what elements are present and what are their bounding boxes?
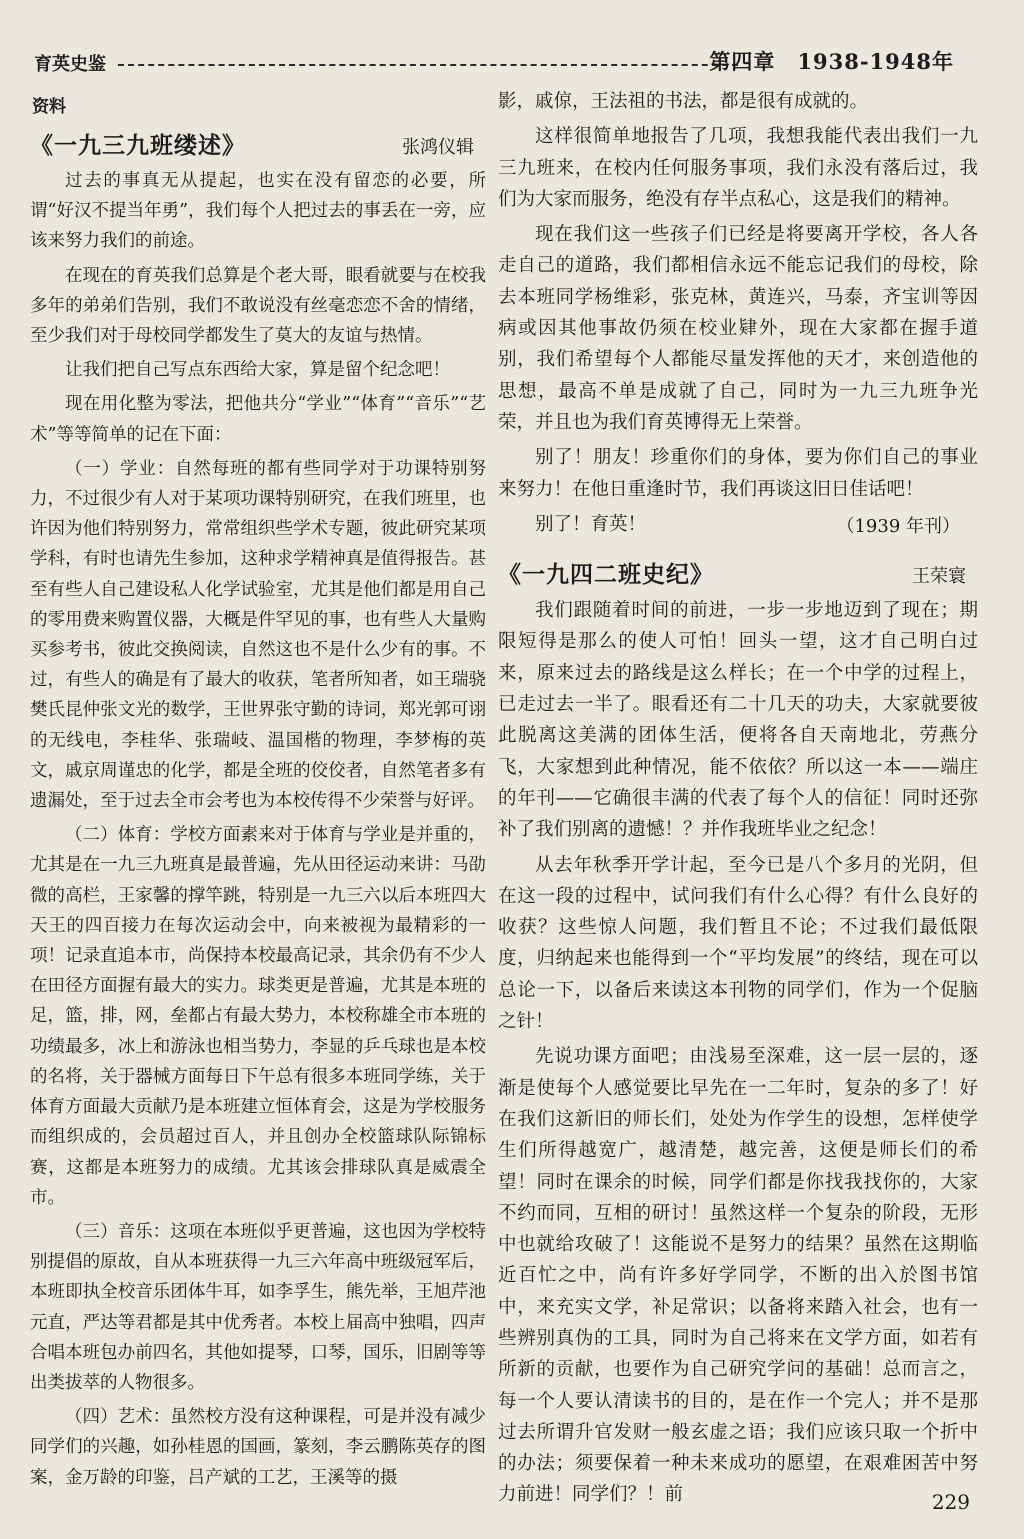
paragraph: （三）音乐：这项在本班似乎更普遍，这也因为学校特别提倡的原故，自从本班获得一九三六年高中班级冠军后，本班即执全校音乐团体牛耳，如李孚生，熊先举，王旭芹池元直，严达等君都是其中优秀者。本校上届高中独唱，四声合唱本班包办前四名，其他如提琴，口琴，国乐，旧剧等等出类拔萃的人物很多。: [30, 1221, 486, 1393]
paragraph: 这样很简单地报告了几项，我想我能代表出我们一九三九班来，在校内任何服务事项，我们永没有落后过，我们为大家而服务，绝没有存半点私心，这是我们的精神。: [498, 126, 978, 210]
article-title-1939: 《一九三九班缕述》: [30, 132, 246, 159]
paragraph: （四）艺术：虽然校方没有这种课程，可是并没有减少同学们的兴趣，如孙桂恩的国画，篆刻，李云鹏陈英存的图案，金万龄的印鉴，吕产斌的工艺，王溪等的摄: [30, 1407, 486, 1488]
paragraph: （一）学业：自然每班的都有些同学对于功课特别努力，不过很少有人对于某项功课特别研究，在我们班里，也许因为他们特别努力，常常组织些学术专题，彼此研究某项学科，有时也请先生参加，这种求学精神真是值得报告。甚至有些人自己建设私人化学试验室，尤其是他们都是用自己的零用费来购置仪器，大概是件罕见的事，也有些人大量购买参考书，彼此交换阅读，自然这也不是什么少有的事。不过，有些人的确是有了最大的收获，笔者所知者，如王瑞骁樊氏昆仲张文光的数学，王世界张守勤的诗词，郑光郭可诩的无线电，李桂华、张瑞岐、温国楷的物理，李梦梅的英文，戚京周谨忠的化学，都是全班的佼佼者，自然笔者多有遗漏处，至于过去全市会考也为本校传得不少荣誉与好评。: [30, 458, 486, 812]
article-title-1942: 《一九四二班史纪》: [498, 561, 714, 589]
paragraph: 我们跟随着时间的前进，一步一步地迈到了现在；期限短得是那么的使人可怕！回头一望，这才自己明白过来，原来过去的路线是这么样长；在一个中学的过程上，已走过去一半了。眼看还有二十几天的功夫，大家就要彼此脱离这美满的团体生活，便将各自天南地北，劳燕分飞，大家想到此种情况，能不依依？所以这一本——端庄的年刊——它确很丰满的代表了每个人的信征！同时还弥补了我们别离的遗憾！？并作我班毕业之纪念！: [498, 600, 978, 841]
article-author-1939: 张鸿仪辑: [402, 137, 474, 158]
page-number: 229: [931, 1490, 970, 1514]
header-dashed-rule: [118, 64, 738, 66]
paragraph: 先说功课方面吧；由浅易至深难，这一层一层的，逐渐是使每个人感觉要比早先在一二年时，复杂的多了！好在我们这新旧的师长们，处处为作学生的设想，怎样使学生们所得越宽广，越清楚，越完善，这便是师长们的希望！同时在课余的时候，同学们都是你找我找你的，大家不约而同，互相的研讨！虽然这样一个复杂的阶段，无形中也就给攻破了！这能说不是努力的结果？虽然在这期临近百忙之中，尚有许多好学同学，不断的出入於图书馆中，来充实文学，补足常识；以备将来踏入社会，也有一些辨别真伪的工具，同时为自己将来在文学方面，如若有所新的贡献，也要作为自己研究学问的基础！总而言之，每一个人要认清读书的目的，是在作一个完人；并不是那过去所谓升官发财一般玄虚之语；我们应该只取一个折中的办法；须要保着一种未来成功的愿望，在艰难困苦中努力前进！同学们？！前: [498, 1046, 978, 1506]
paragraph: 现在我们这一些孩子们已经是将要离开学校，各人各走自己的道路，我们都相信永远不能忘记我们的母校，除去本班同学杨维彩，张克林，黄连兴，马泰，齐宝训等因病或因其他事故仍须在校业肄外，现在大家都在握手道别，我们希望每个人都能尽量发挥他的天才，来创造他的思想，最高不单是成就了自己，同时为一九三九班争光荣，并且也为我们育英博得无上荣誉。: [498, 224, 978, 433]
paragraph: 让我们把自己写点东西给大家，算是留个纪念吧！: [65, 360, 450, 381]
paragraph: 从去年秋季开学计起，至今已是八个多月的光阴，但在这一段的过程中，试问我们有什么心得？有什么良好的收获？这些惊人问题，我们暂且不论；不过我们最低限度，归纳起来也能得到一个“平均发展”的终结，现在可以总论一下，以备后来读这本刊物的同学们，作为一个促脑之针！: [498, 854, 978, 1033]
paragraph: 在现在的育英我们总算是个老大哥，眼看就要与在校我多年的弟弟们告别，我们不敢说没有丝毫恋恋不舍的情绪，至少我们对于母校同学都发生了莫大的友谊与热情。: [30, 265, 486, 347]
running-header: [30, 44, 1000, 74]
article-heading-1942: [498, 556, 978, 589]
left-column: [30, 86, 486, 1506]
publication-date: （1939 年刊）: [836, 516, 960, 538]
section-label: 资料: [32, 97, 66, 117]
paragraph: 影，戚倞，王法祖的书法，都是很有成就的。: [498, 91, 869, 112]
article-author-1942: 王荣寰: [912, 566, 966, 588]
paragraph: 别了！育英！: [535, 513, 647, 535]
header-book-title: 育英史鉴: [34, 54, 106, 75]
paragraph: 别了！朋友！珍重你们的身体，要为你们自己的事业来努力！在他日重逢时节，我们再谈这旧日佳话吧！: [498, 447, 978, 500]
article-heading-1939: [30, 127, 486, 160]
header-chapter-title: 第四章 1938-1948年: [709, 49, 954, 74]
right-column: [498, 86, 978, 1506]
paragraph: 现在用化整为零法，把他共分“学业”“体育”“音乐”“艺术”等等简单的记在下面：: [30, 394, 486, 445]
paragraph: （二）体育：学校方面素来对于体育与学业是并重的，尤其是在一九三九班真是最普遍，先从田径运动来讲：马劭微的高栏，王家馨的撑竿跳，特别是一九三六以后本班四大天王的四百接力在每次运动会中，向来被视为最精彩的一项！记录直追本市，尚保持本校最高记录，其余仍有不少人在田径方面握有最大的实力。球类更是普遍，尤其是本班的足，篮，排，网，垒都占有最大势力，本校称雄全市本班的功绩最多，冰上和游泳也相当势力，李显的乒乓球也是本校的名将，关于器械方面每日下午总有很多本班同学练，关于体育方面最大贡献乃是本班建立恒体育会，这是为学校服务而组织成的，会员超过百人，并且创办全校篮球队际锦标赛，这都是本班努力的成绩。尤其该会排球队真是威震全市。: [30, 825, 486, 1208]
paragraph: 过去的事真无从提起，也实在没有留恋的必要，所谓“好汉不提当年勇”，我们每个人把过去的事丢在一旁，应该来努力我们的前途。: [30, 171, 486, 252]
